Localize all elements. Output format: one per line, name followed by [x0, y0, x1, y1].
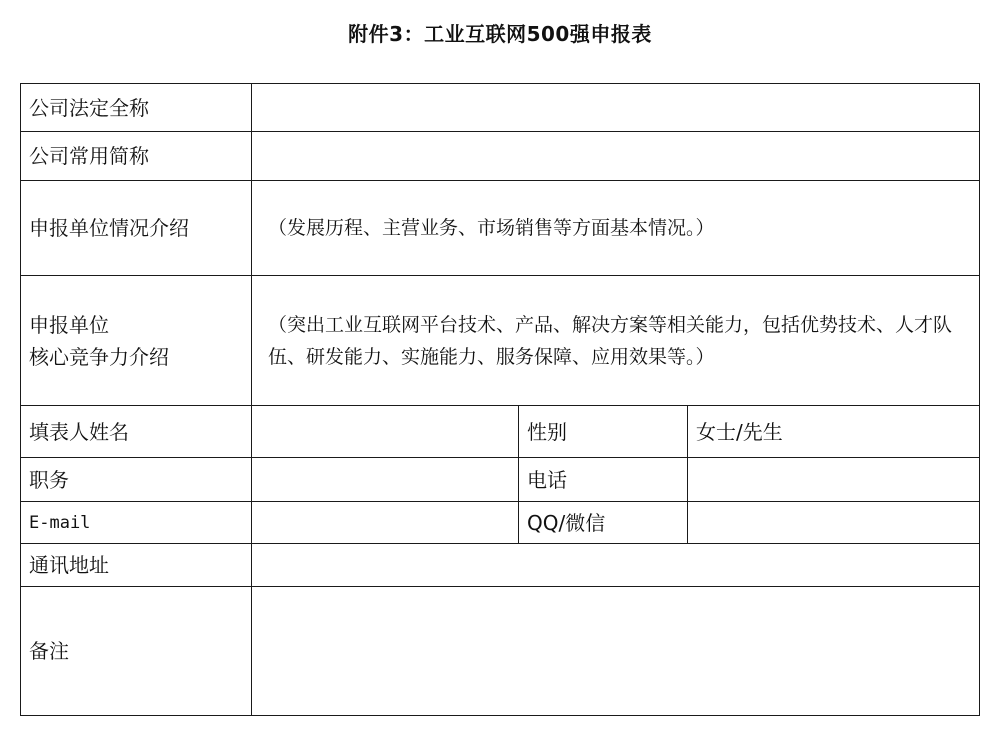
table-row [21, 587, 980, 716]
table-row [21, 132, 980, 181]
qq-wechat-field[interactable] [688, 502, 980, 544]
application-form-table [20, 83, 980, 716]
filler-name-label: 填表人姓名 [21, 406, 252, 458]
legal-name-label: 公司法定全称 [21, 84, 252, 132]
address-field[interactable] [252, 544, 980, 587]
table-row [21, 181, 980, 276]
filler-name-field[interactable] [252, 406, 519, 458]
gender-label: 性别 [519, 406, 688, 458]
competence-field[interactable]: （突出工业互联网平台技术、产品、解决方案等相关能力，包括优势技术、人才队伍、研发能力、实施能力、服务保障、应用效果等。） [252, 276, 980, 406]
table-row [21, 276, 980, 406]
remarks-field[interactable] [252, 587, 980, 716]
phone-label: 电话 [519, 458, 688, 502]
position-field[interactable] [252, 458, 519, 502]
intro-label: 申报单位情况介绍 [21, 181, 252, 276]
competence-label [21, 276, 252, 406]
competence-label-line2: 核心竞争力介绍 [29, 344, 169, 369]
email-label: E-mail [21, 502, 252, 544]
intro-field[interactable]: （发展历程、主营业务、市场销售等方面基本情况。） [252, 181, 980, 276]
gender-field[interactable]: 女士/先生 [688, 406, 980, 458]
address-label: 通讯地址 [21, 544, 252, 587]
phone-field[interactable] [688, 458, 980, 502]
competence-label-line1: 申报单位 [29, 312, 109, 337]
position-label: 职务 [21, 458, 252, 502]
common-name-field[interactable] [252, 132, 980, 181]
table-row [21, 458, 980, 502]
common-name-label: 公司常用简称 [21, 132, 252, 181]
table-row [21, 84, 980, 132]
remarks-label: 备注 [21, 587, 252, 716]
page-title: 附件3：工业互联网500强申报表 [348, 22, 652, 46]
email-field[interactable] [252, 502, 519, 544]
table-row [21, 544, 980, 587]
table-row [21, 502, 980, 544]
qq-wechat-label: QQ/微信 [519, 502, 688, 544]
legal-name-field[interactable] [252, 84, 980, 132]
table-row [21, 406, 980, 458]
